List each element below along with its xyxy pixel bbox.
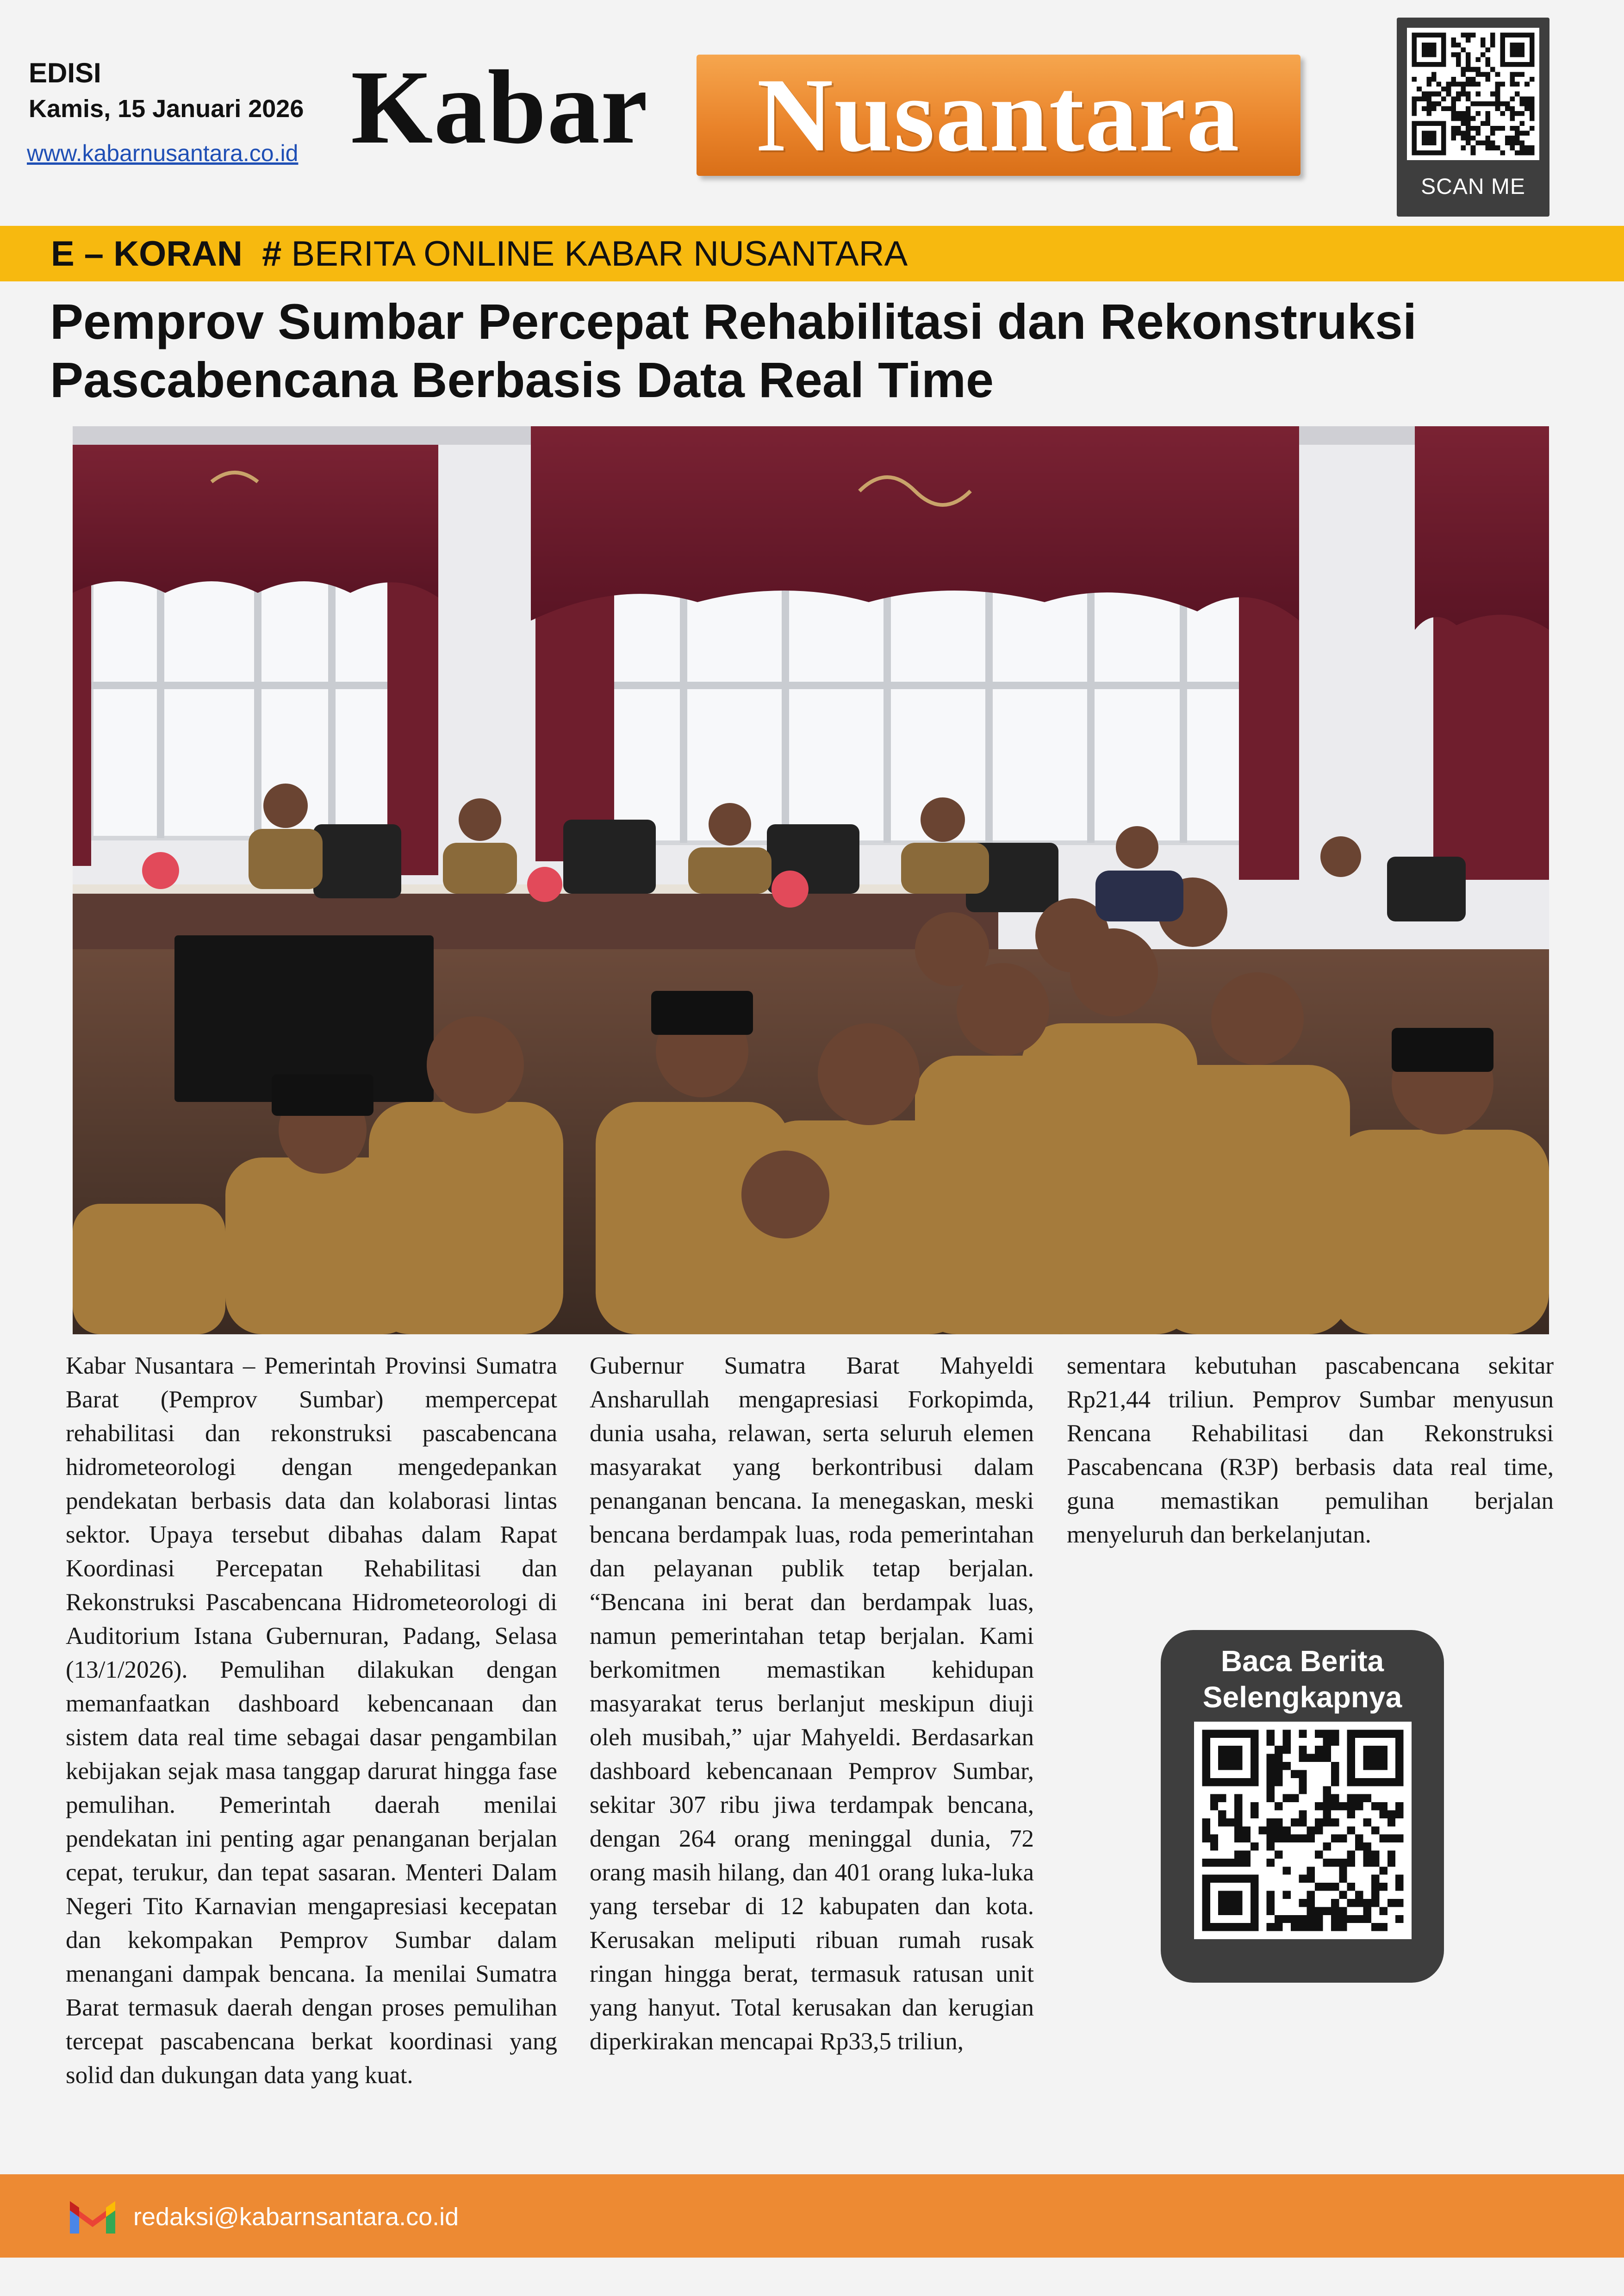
qr-code-icon[interactable] — [1407, 28, 1539, 160]
brand-logo-nusantara-box — [697, 55, 1300, 176]
website-link[interactable]: www.kabarnusantara.co.id — [27, 140, 299, 166]
edition-date: Kamis, 15 Januari 2026 — [29, 95, 304, 123]
meeting-room-illustration — [73, 426, 1549, 1334]
read-more-title — [1161, 1643, 1444, 1715]
article-headline — [50, 292, 1591, 409]
edition-label: EDISI — [29, 57, 101, 88]
mail-icon — [67, 2198, 118, 2235]
ribbon-text — [51, 234, 908, 274]
brand-logo-kabar: Kabar — [351, 49, 649, 166]
read-more-line-1: Baca Berita — [1220, 1644, 1384, 1678]
headline-line-2: Pascabencana Berbasis Data Real Time — [50, 352, 994, 408]
qr-code-icon[interactable] — [1194, 1722, 1412, 1939]
ribbon-hash: # — [262, 234, 282, 274]
ribbon-subtitle: BERITA ONLINE KABAR NUSANTARA — [291, 234, 908, 274]
article-column-1: Kabar Nusantara – Pemerintah Provinsi Sumatra Barat (Pemprov Sumbar) mempercepat rehabilitasi dan rekonstruksi pascabencana hidrometeorologi dengan mengedepankan pendekatan berbasis data dan kolaborasi lintas sektor. Upaya tersebut dibahas dalam Rapat Koordinasi Percepatan Rehabilitasi dan Rekonstruksi Pascabencana Hidrometeorologi di Auditorium Istana Gubernuran, Padang, Selasa (13/1/2026). Pemulihan dilakukan dengan memanfaatkan dashboard kebencanaan dan sistem data real time sebagai dasar pengambilan kebijakan sejak masa tanggap darurat hingga fase pemulihan. Pemerintah daerah menilai pendekatan ini penting agar penanganan berjalan cepat, terukur, dan tepat sasaran. Menteri Dalam Negeri Tito Karnavian mengapresiasi kecepatan dan kekompakan Pemprov Sumbar dalam menangani dampak bencana. Ia menilai Sumatra Barat termasuk daerah dengan proses pemulihan tercepat pascabencana berkat koordinasi yang solid dan dukungan data yang kuat. — [66, 1352, 557, 2089]
read-more-line-2: Selengkapnya — [1202, 1680, 1402, 1714]
section-ribbon — [0, 226, 1624, 281]
ribbon-label: E – KORAN — [51, 234, 243, 274]
article-column-2: Gubernur Sumatra Barat Mahyeldi Ansharullah mengapresiasi Forkopimda, dunia usaha, relawan, serta seluruh elemen masyarakat yang berkontribusi dalam penanganan bencana. Ia menegaskan, meski bencana berdampak luas, roda pemerintahan dan pelayanan publik tetap berjalan. “Bencana ini berat dan berdampak luas, namun pemerintahan tetap berjalan. Kami berkomitmen memastikan kehidupan masyarakat terus berlanjut meskipun diuji oleh musibah,” ujar Mahyeldi. Berdasarkan dashboard kebencanaan Pemprov Sumbar, sekitar 307 ribu jiwa terdampak bencana, dengan 264 orang meninggal dunia, 72 orang masih hilang, dan 401 orang luka-luka yang tersebar di 12 kabupaten dan kota. Kerusakan meliputi ribuan rumah rusak ringan hingga berat, termasuk ratusan unit yang hanyut. Total kerusakan dan kerugian diperkirakan mencapai Rp33,5 triliun, — [590, 1352, 1034, 2055]
news-photo — [73, 426, 1549, 1334]
qr-caption: SCAN ME — [1421, 174, 1525, 199]
headline-line-1: Pemprov Sumbar Percepat Rehabilitasi dan Rekonstruksi — [50, 293, 1417, 349]
article-column-3: sementara kebutuhan pascabencana sekitar Rp21,44 triliun. Pemprov Sumbar menyusun Rencana Rehabilitasi dan Rekonstruksi Pascabencana (R3P) berbasis data real time, guna memastikan pemulihan berjalan menyeluruh dan berkelanjutan. — [1067, 1352, 1554, 1548]
footer-email-link[interactable]: redaksi@kabarnsantara.co.id — [133, 2203, 459, 2231]
brand-logo-nusantara: Nusantara — [757, 57, 1240, 174]
